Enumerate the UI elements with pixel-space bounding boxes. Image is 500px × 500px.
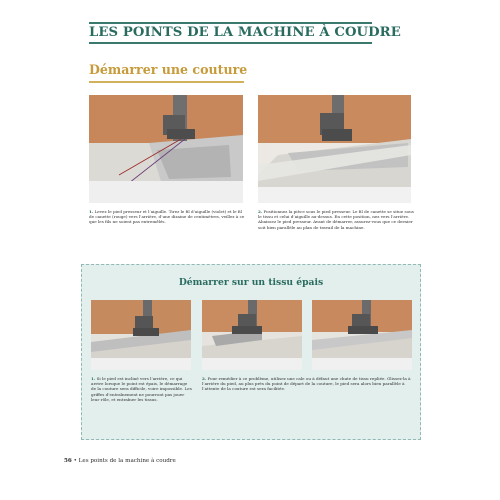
section-underline (89, 81, 244, 83)
start-step-1-text: Levez le pied presseur et l’aiguille. Tirez le fil d’aiguille (violet) et le fil de canette (rouge) vers l’arrière, d’une dizaine de centimètres, veillez à ce que les fils ne soient pas entremêlés. (89, 209, 245, 225)
photo-start-step-2 (258, 95, 411, 203)
thick-step-1-number: 1. (91, 376, 96, 381)
start-step-1-number: 1. (89, 209, 94, 214)
header-rule-bottom (89, 42, 372, 44)
start-step-2-number: 2. (258, 209, 263, 214)
photo-thick-step-1 (91, 300, 191, 370)
thick-step-2-caption (202, 376, 412, 392)
thick-fabric-heading: Démarrer sur un tissu épais (178, 277, 324, 288)
thick-step-2-text: Pour remédier à ce problème, utilisez une cale ou à défaut une chute de tissu repliée. Glissez-la à l’arrière du pied, au plus près du point de départ de la couture, le pied sera alors bien parallèle à l’attente de la couture est sera facilitée. (202, 376, 411, 392)
footer-title: Les points de la machine à coudre (78, 458, 176, 464)
photo-start-step-1 (89, 95, 243, 203)
section-heading: Démarrer une couture (89, 62, 248, 77)
start-step-1-caption (89, 209, 245, 225)
page-title: LES POINTS DE LA MACHINE À COUDRE (89, 25, 401, 40)
thick-step-2-number: 2. (202, 376, 207, 381)
footer-separator: • (73, 458, 77, 464)
photo-thick-step-3 (312, 300, 412, 370)
start-step-2-text: Positionnez la pièce sous le pied presseur. Le fil de canette se situe sous le tissu et celui d’aiguille au-dessus. En cette position, nez vers l’arrière. Abaissez le pied presseur. Avant de démarrer, assurez-vous que ce dernier soit bien parallèle au plan de travail de la machine. (258, 209, 414, 230)
start-step-2-caption (258, 209, 414, 230)
page-footer (64, 456, 176, 466)
page-number: 56 (64, 458, 72, 464)
thick-step-1-text: Si le pied est incliné vers l’arrière, ce qui arrive lorsque le point est épais, le démarrage de la couture sera difficile, voire impossible. Les griffes d’entraînement ne pourront pas jouer leur rôle, et entraîner les tissus. (91, 376, 192, 402)
thick-step-1-caption (91, 376, 193, 402)
photo-thick-step-2 (202, 300, 302, 370)
